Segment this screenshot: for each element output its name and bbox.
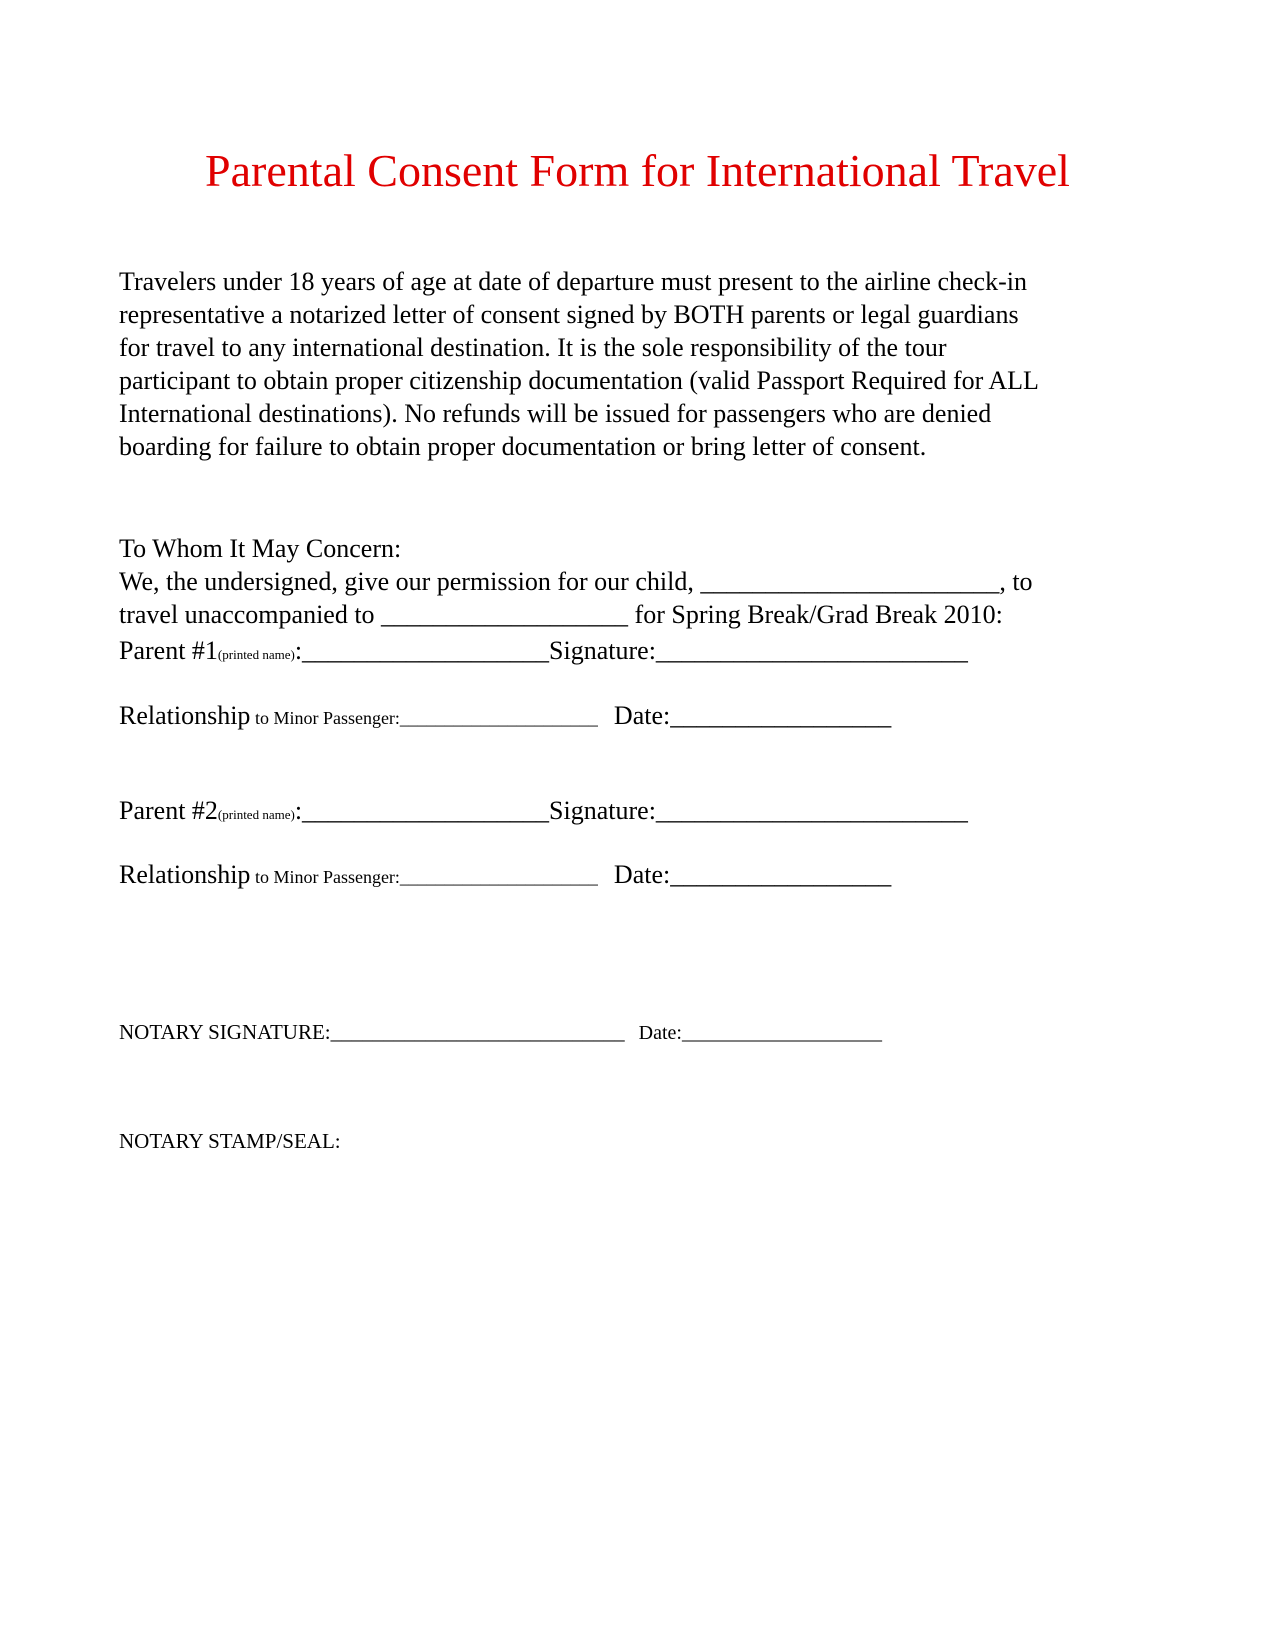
destination-line: travel unaccompanied to ___________________ for Spring Break/Grad Break 2010: (119, 600, 1003, 629)
intro-line: representative a notarized letter of consent signed by BOTH parents or legal guardians (119, 300, 1019, 329)
parent2-date-field[interactable]: Date:_________________ (613, 860, 892, 889)
consent-letter (119, 532, 1179, 631)
intro-line: boarding for failure to obtain proper documentation or bring letter of consent. (119, 432, 927, 461)
parent2-relationship-label: to Minor Passenger: (250, 867, 400, 887)
parent2-signature-field[interactable]: Signature:________________________ (549, 796, 968, 825)
notary-signature-field[interactable]: NOTARY SIGNATURE:____________________________ (119, 1020, 625, 1044)
parent1-name-field[interactable]: :___________________ (294, 636, 550, 665)
parent1-label: Parent #1 (119, 636, 218, 665)
notary-date-field[interactable]: Date:____________________ (638, 1022, 882, 1044)
parent2-name-row (119, 794, 968, 832)
intro-line: International destinations). No refunds will be issued for passengers who are denied (119, 399, 992, 428)
parent1-date-field[interactable]: Date:_________________ (613, 701, 892, 730)
parent2-relationship-row (119, 858, 891, 894)
notary-signature-row (119, 1017, 882, 1048)
parent1-relationship-label: to Minor Passenger: (250, 708, 400, 728)
intro-paragraph (119, 265, 1179, 463)
intro-line: participant to obtain proper citizenship documentation (valid Passport Required for ALL (119, 366, 1039, 395)
page-title: Parental Consent Form for International Travel (205, 145, 1070, 196)
parent2-name-field[interactable]: :___________________ (294, 796, 550, 825)
parent2-relationship-word: Relationship (119, 860, 251, 889)
notary-stamp-label: NOTARY STAMP/SEAL: (119, 1129, 341, 1153)
permission-line: We, the undersigned, give our permission for our child, _______________________, to (119, 567, 1033, 596)
parent1-relationship-field[interactable]: ______________________ (399, 708, 598, 728)
parent2-printed-name-note: (printed name) (217, 807, 295, 822)
intro-line: for travel to any international destination. It is the sole responsibility of the tour (119, 333, 947, 362)
parent2-relationship-field[interactable]: ______________________ (399, 867, 598, 887)
parent1-relationship-row (119, 699, 891, 735)
parent1-printed-name-note: (printed name) (217, 647, 295, 662)
parent1-signature-field[interactable]: Signature:________________________ (549, 636, 968, 665)
intro-line: Travelers under 18 years of age at date of departure must present to the airline check-in (119, 267, 1027, 296)
parent2-label: Parent #2 (119, 796, 218, 825)
parent1-relationship-word: Relationship (119, 701, 251, 730)
salutation: To Whom It May Concern: (119, 534, 402, 563)
parent1-name-row (119, 634, 968, 672)
